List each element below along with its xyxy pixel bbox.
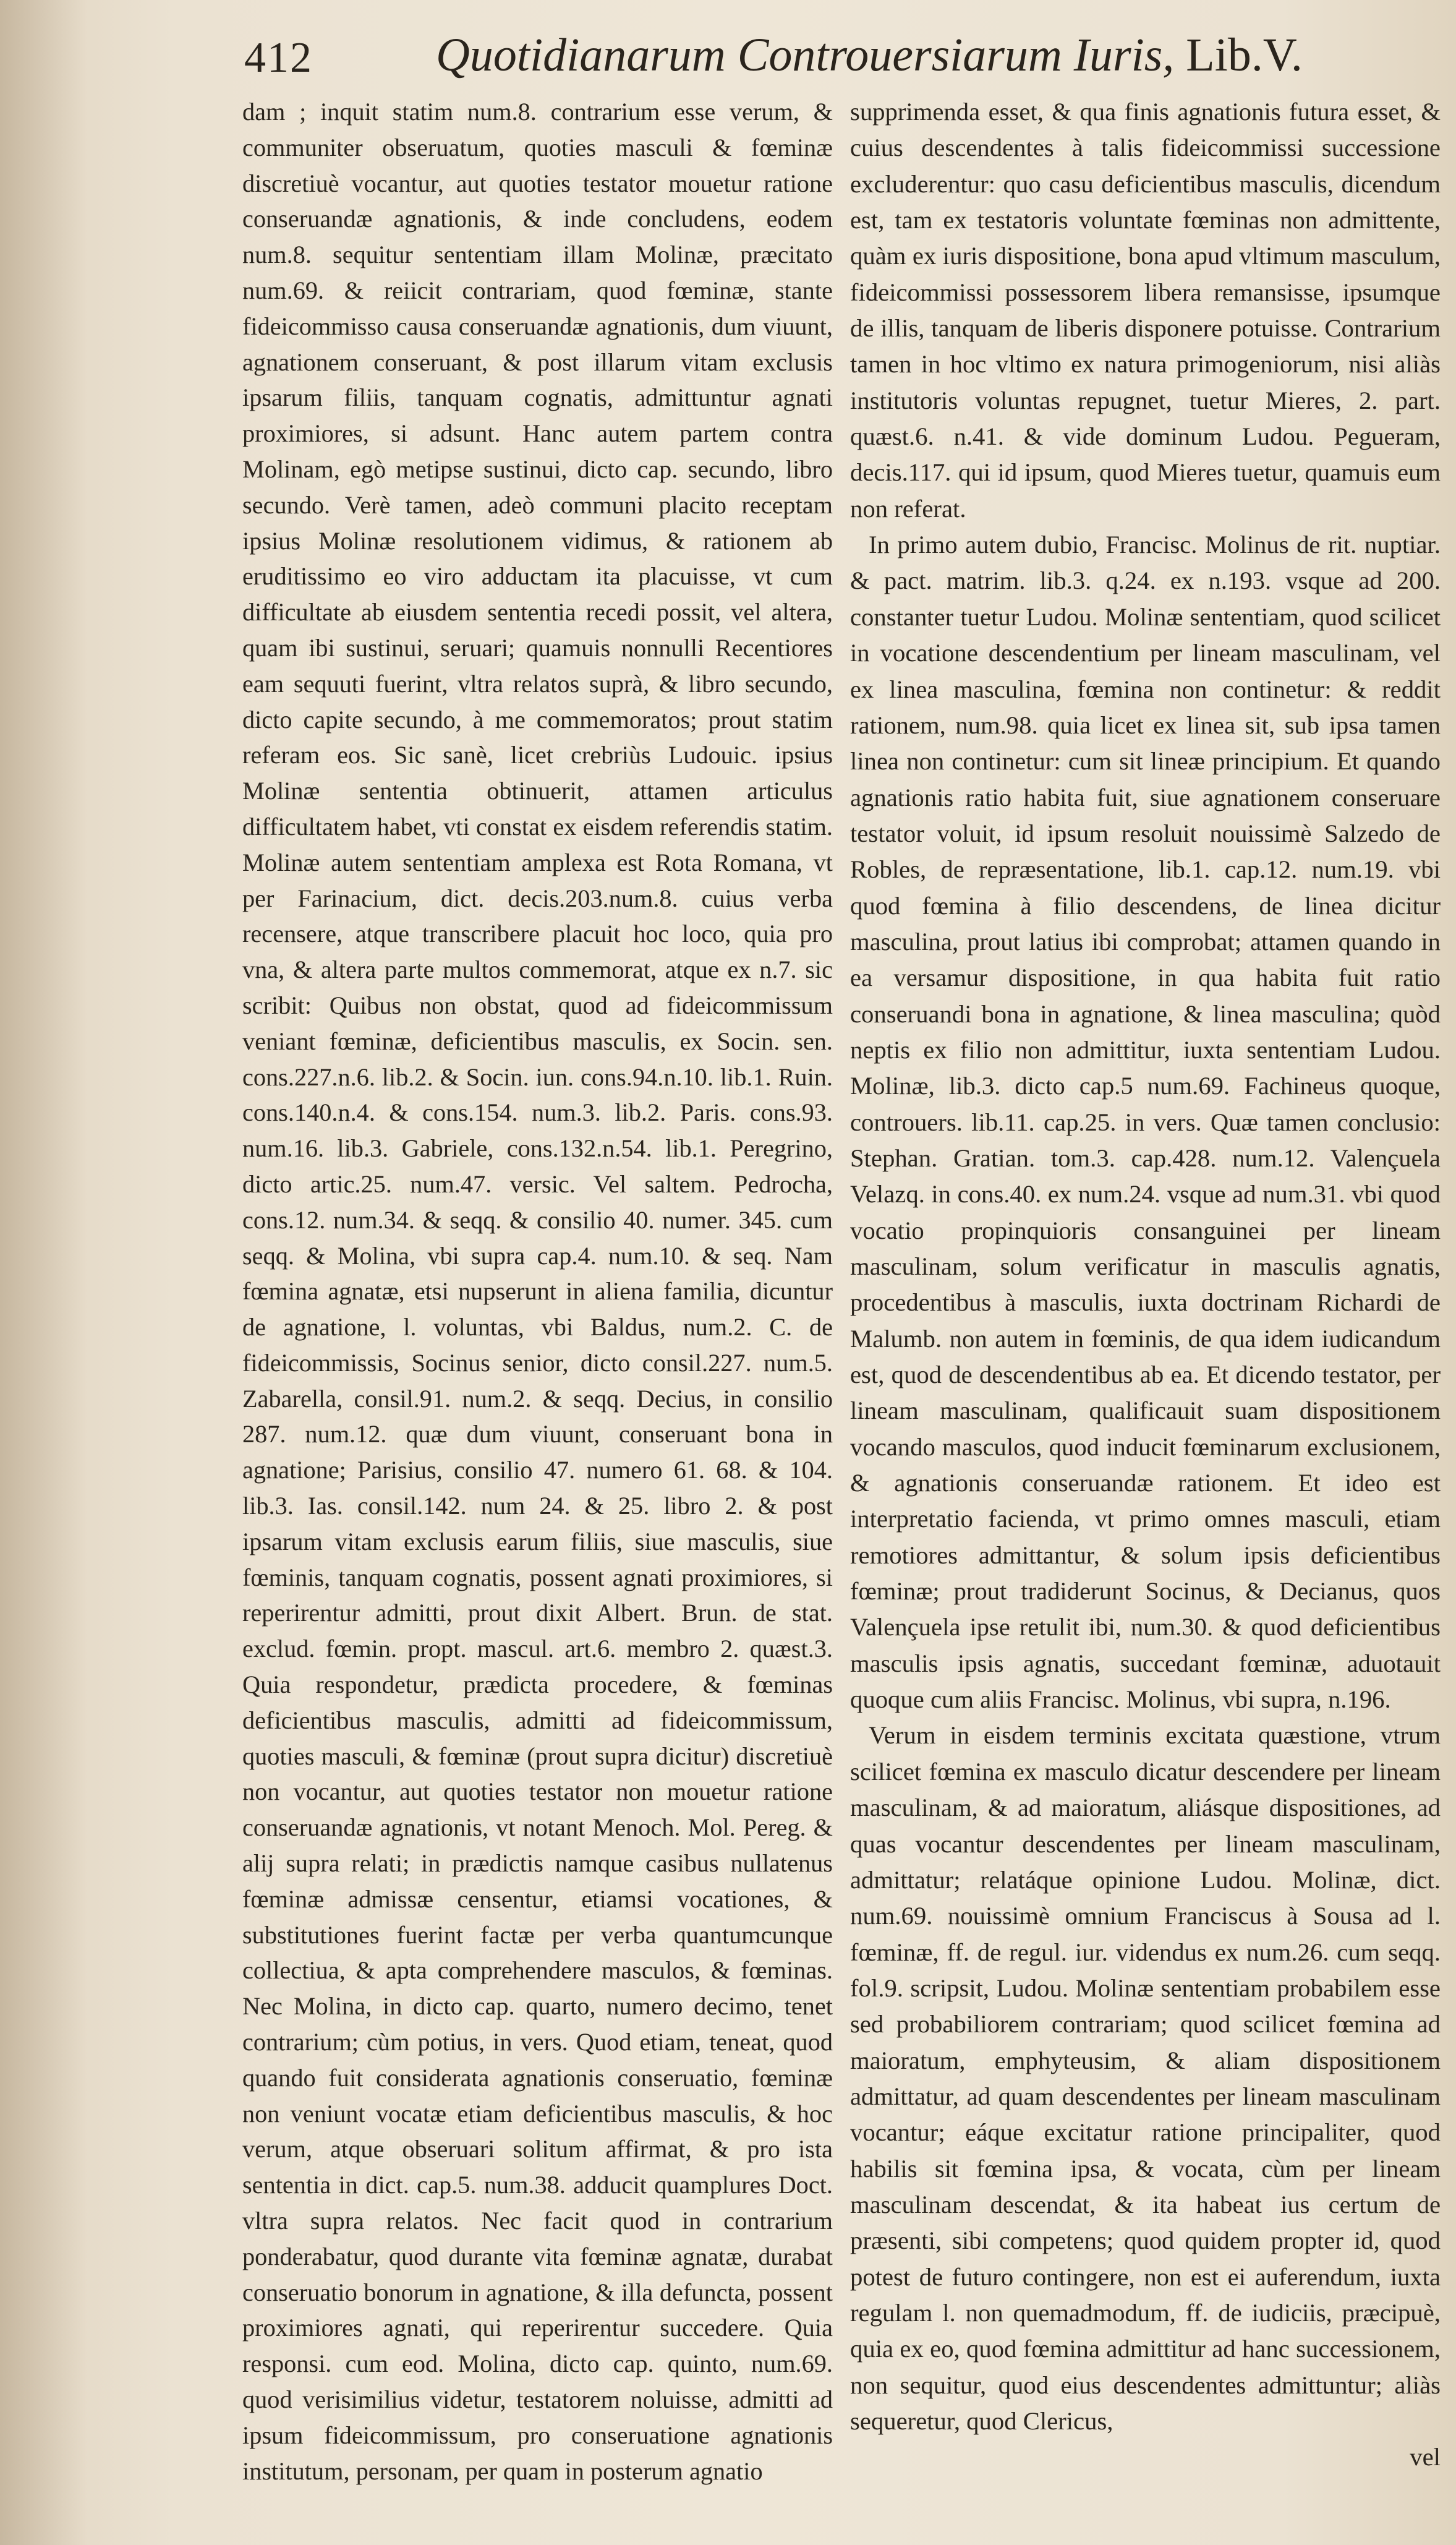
left-paragraph-1: dam ; inquit statim num.8. contrarium esse verum, & communiter obseruatum, quoties masculi & fœminæ discretiuè vocantur, aut quoties testator mouetur ratione conseruandæ agnationis, & inde concludens, eodem num.8. sequitur sententiam illam Molinæ, præcitato num.69. & reiicit contrariam, quod fœminæ, stante fideicommisso causa conseruandæ agnationis, dum viuunt, agnationem conseruant, & post illarum vitam exclusis ipsarum filiis, tanquam cognatis, admittuntur agnati proximiores, si adsunt. Hanc autem partem contra Molinam, egò metipse sustinui, dicto cap. secundo, libro secundo. Verè tamen, adeò communi placito receptam ipsius Molinæ resolutionem vidimus, & rationem ab eruditissimo eo viro adductam ita placuisse, vt cum difficultate ab eiusdem sententia recedi possit, vel altera, quam ibi sustinui, seruari; quamuis nonnulli Recentiores eam sequuti fuerint, vltra relatos suprà, & libro secundo, dicto capite secundo, à me commemoratos; prout statim referam eos. Sic sanè, licet crebriùs Ludouic. ipsius Molinæ sententia obtinuerit, attamen articulus difficultatem habet, vti constat ex eisdem referendis statim. Molinæ autem sententiam amplexa est Rota Romana, vt per Farinacium, dict. decis.203.num.8. cuius verba recensere, atque transcribere placuit hoc loco, quia pro vna, & altera parte multos commemorat, atque ex n.7. sic scribit: Quibus non obstat, quod ad fideicommissum veniant fœminæ, deficientibus masculis, ex Socin. sen. cons.227.n.6. lib.2. & Socin. iun. cons.94.n.10. lib.1. Ruin. cons.140.n.4. & cons.154. num.3. lib.2. Paris. cons.93. num.16. lib.3. Gabriele, cons.132.n.54. lib.1. Peregrino, dicto artic.25. num.47. versic. Vel saltem. Pedrocha, cons.12. num.34. & seqq. & consilio 40. numer. 345. cum seqq. & Molina, vbi supra cap.4. num.10. & seq. Nam fœmina agnatæ, etsi nupserunt in aliena familia, dicuntur de agnatione, l. voluntas, vbi Baldus, num.2. C. de fideicommissis, Socinus senior, dicto consil.227. num.5. Zabarella, consil.91. num.2. & seqq. Decius, in consilio 287. num.12. quæ dum viuunt, conseruant bona in agnatione; Parisius, consilio 47. numero 61. 68. & 104. lib.3. Ias. consil.142. num 24. & 25. libro 2. & post ipsarum vitam exclusis earum filiis, siue masculis, siue fœminis, tanquam cognatis, possent agnati proximiores, si reperirentur admitti, prout dixit Albert. Brun. de stat. exclud. fœmin. propt. mascul. art.6. membro 2. quæst.3. Quia respondetur, prædicta procedere, & fœminas deficientibus masculis, admitti ad fideicommissum, quoties masculi, & fœminæ (prout supra dicitur) discretiuè non vocantur, aut quoties testator non mouetur ratione conseruandæ agnationis, vt notant Menoch. Mol. Pereg. & alij supra relati; in prædictis namque casibus nullatenus fœminæ admissæ censentur, etiamsi vocationes, & substitutiones fuerint factæ per verba quantumcunque collectiua, & apta comprehendere masculos, & fœminas. Nec Molina, in dicto cap. quarto, numero decimo, tenet contrarium; cùm potius, in vers. Quod etiam, teneat, quod quando fuit considerata agnationis conseruatio, fœminæ non veniunt vocatæ etiam deficientibus masculis, & hoc verum, atque obseruari solitum affirmat, & pro ista sententia in dict. cap.5. num.38. adducit quamplures Doct. vltra supra relatos. Nec facit quod in contrarium ponderabatur, quod durante vita fœminæ agnatæ, durabat conseruatio bonorum in agnatione, & illa defuncta, possent proximiores agnati, qui reperirentur succedere. Quia responsi. cum eod. Molina, dicto cap. quinto, num.69. quod verisimilius videtur, testatorem noluisse, admitti ad ipsum fideicommissum, pro conseruatione agnationis institutum, personam, per quam in posterum agnatio	[242, 98, 833, 2485]
page-fold-shadow	[0, 0, 87, 2545]
left-text-column	[242, 94, 833, 2489]
right-paragraph-2: In primo autem dubio, Francisc. Molinus de rit. nuptiar. & pact. matrim. lib.3. q.24. ex n.193. vsque ad 200. constanter tuetur Ludou. Molinæ sententiam, quod scilicet in vocatione descendentium per lineam masculinam, vel ex linea masculina, fœmina non continetur: & reddit rationem, num.98. quia licet ex linea sit, sub ipsa tamen linea non continetur: cum sit lineæ principium. Et quando agnationis ratio habita fuit, siue agnationem conseruare testator voluit, id ipsum resoluit nouissimè Salzedo de Robles, de repræsentatione, lib.1. cap.12. num.19. vbi quod fœmina à filio descendens, de linea dicitur masculina, prout latius ibi comprobat; attamen quando in ea versamur dispositione, in qua habita fuit ratio conseruandi bona in agnatione, & linea masculina; quòd neptis ex filio non admittitur, iuxta sententiam Ludou. Molinæ, lib.3. dicto cap.5 num.69. Fachineus quoque, controuers. lib.11. cap.25. in vers. Quæ tamen conclusio: Stephan. Gratian. tom.3. cap.428. num.12. Valençuela Velazq. in cons.40. ex num.24. vsque ad num.31. vbi quod vocatio propinquioris consanguinei per lineam masculinam, solum verificatur in masculis agnatis, procedentibus à masculis, iuxta doctrinam Richardi de Malumb. non autem in fœminis, de qua idem iudicandum est, quod de descendentibus ab ea. Et dicendo testator, per lineam masculinam, qualificauit suam dispositionem vocando masculos, quod inducit fœminarum exclusionem, & agnationis conseruandæ rationem. Et ideo est interpretatio facienda, vt primo omnes masculi, etiam remotiores admittantur, & solum ipsis deficientibus fœminæ; prout tradiderunt Socinus, & Decianus, quos Valençuela ipse retulit ibi, num.30. & quod deficientibus masculis ipsis agnatis, succedant fœminæ, aduotauit quoque cum aliis Francisc. Molinus, vbi supra, n.196.	[850, 531, 1441, 1714]
running-title-book: Lib.V.	[1186, 29, 1303, 81]
catchword: vel	[1410, 2443, 1441, 2471]
running-title-text: Quotidianarum Controuersiarum Iuris,	[436, 29, 1175, 81]
right-paragraph-3: Verum in eisdem terminis excitata quæstione, vtrum scilicet fœmina ex masculo dicatur descendere per lineam masculinam, & ad maioratum, aliásque dispositiones, ad quas vocantur descendentes per lineam masculinam, admittatur; relatáque opinione Ludou. Molinæ, dict. num.69. nouissimè omnium Franciscus à Sousa ad l. fœminæ, ff. de regul. iur. videndus ex num.26. cum seqq. fol.9. scripsit, Ludou. Molinæ sententiam probabilem esse sed probabiliorem contrariam; quod scilicet fœmina ad maioratum, emphyteusim, & aliam dispositionem admittatur, ad quam descendentes per lineam masculinam vocantur; eáque excitatur ratione principaliter, quod habilis sit fœmina ipsa, & vocata, cùm per lineam masculinam descendat, & ita habeat ius certum de præsenti, sibi competens; quod quidem propter id, quod potest de futuro contingere, non est ei auferendum, iuxta regulam l. non quemadmodum, ff. de iudiciis, præcipuè, quia ex eo, quod fœmina admittitur ad hanc successionem, non sequitur, quod eius descendentes admittuntur; aliàs sequeretur, quod Clericus,	[850, 1721, 1441, 2435]
page-number: 412	[244, 34, 313, 82]
running-title	[436, 28, 1303, 82]
running-head	[244, 28, 1303, 90]
right-paragraph-1: supprimenda esset, & qua finis agnationis futura esset, & cuius descendentes à talis fideicommissi successione excluderentur: quo casu deficientibus masculis, dicendum est, tam ex testatoris voluntate fœminas non admittente, quàm ex iuris dispositione, bona apud vltimum masculum, fideicommissi possessorem libera remansisse, ipsumque de illis, tanquam de liberis disponere potuisse. Contrarium tamen in hoc vltimo ex natura primogeniorum, nisi aliàs institutoris voluntas repugnet, tuetur Mieres, 2. part. quæst.6. n.41. & vide dominum Ludou. Pegueram, decis.117. qui id ipsum, quod Mieres tuetur, quamuis eum non referat.	[850, 98, 1441, 523]
right-text-column	[850, 94, 1441, 2476]
